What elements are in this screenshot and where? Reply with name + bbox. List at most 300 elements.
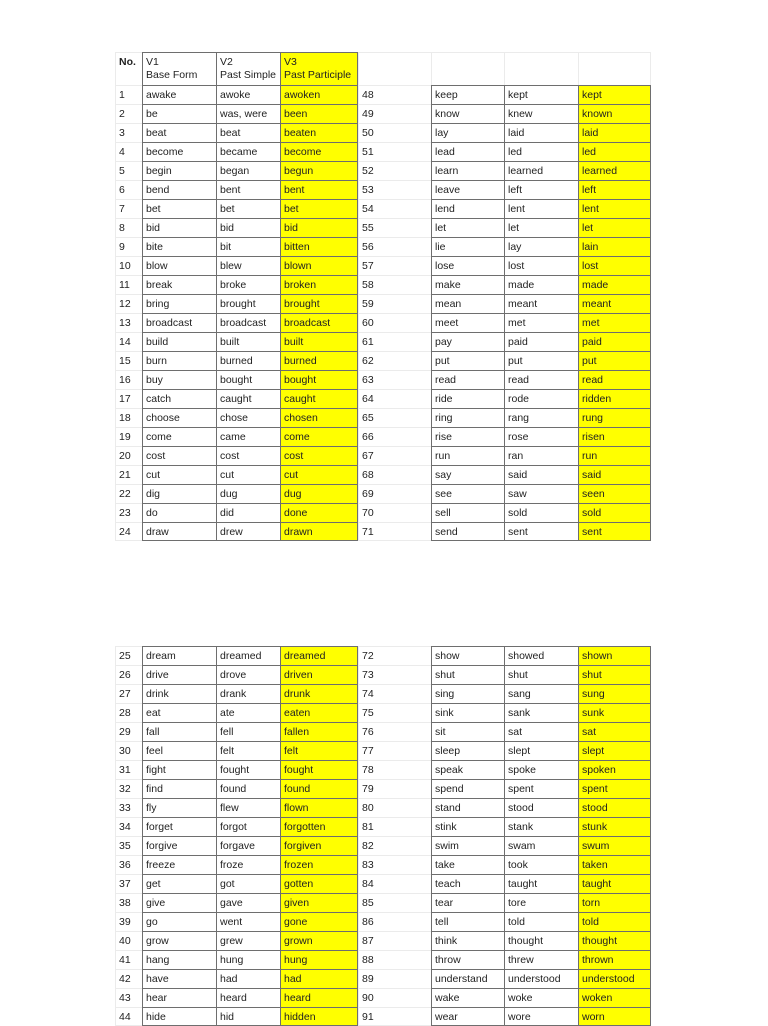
base-form-cell: know (431, 104, 504, 123)
table-row (115, 703, 651, 722)
base-form-cell: awake (142, 85, 216, 104)
row-number-cell: 42 (115, 969, 142, 988)
row-number-cell: 27 (115, 684, 142, 703)
row-number-cell: 67 (358, 446, 431, 465)
past-simple-cell: stank (504, 817, 578, 836)
table-row (115, 313, 651, 332)
past-simple-cell: tore (504, 893, 578, 912)
row-number-cell: 55 (358, 218, 431, 237)
past-participle-cell: kept (578, 85, 651, 104)
base-form-cell: have (142, 969, 216, 988)
past-participle-cell: caught (280, 389, 358, 408)
row-number-cell: 29 (115, 722, 142, 741)
row-number-cell: 60 (358, 313, 431, 332)
base-form-cell: find (142, 779, 216, 798)
table-row (115, 218, 651, 237)
past-participle-cell: eaten (280, 703, 358, 722)
past-participle-cell: woken (578, 988, 651, 1007)
row-number-cell: 72 (358, 646, 431, 665)
past-simple-cell: was, were (216, 104, 280, 123)
base-form-cell: ring (431, 408, 504, 427)
past-participle-cell: spent (578, 779, 651, 798)
header-blank (504, 52, 578, 85)
base-form-cell: forget (142, 817, 216, 836)
row-number-cell: 33 (115, 798, 142, 817)
base-form-cell: become (142, 142, 216, 161)
table-row (115, 294, 651, 313)
row-number-cell: 53 (358, 180, 431, 199)
row-number-cell: 91 (358, 1007, 431, 1026)
past-participle-cell: broadcast (280, 313, 358, 332)
past-participle-cell: made (578, 275, 651, 294)
past-simple-cell: woke (504, 988, 578, 1007)
row-number-cell: 41 (115, 950, 142, 969)
base-form-cell: cut (142, 465, 216, 484)
row-number-cell: 50 (358, 123, 431, 142)
table-row (115, 275, 651, 294)
base-form-cell: show (431, 646, 504, 665)
base-form-cell: put (431, 351, 504, 370)
past-simple-cell: gave (216, 893, 280, 912)
table-row (115, 741, 651, 760)
row-number-cell: 78 (358, 760, 431, 779)
past-participle-cell: fought (280, 760, 358, 779)
row-number-cell: 68 (358, 465, 431, 484)
base-form-cell: meet (431, 313, 504, 332)
row-number-cell: 59 (358, 294, 431, 313)
table-row (115, 855, 651, 874)
past-simple-cell: forgot (216, 817, 280, 836)
past-simple-cell: rang (504, 408, 578, 427)
row-number-cell: 90 (358, 988, 431, 1007)
base-form-cell: throw (431, 950, 504, 969)
base-form-cell: hide (142, 1007, 216, 1026)
row-number-cell: 4 (115, 142, 142, 161)
base-form-cell: make (431, 275, 504, 294)
table-row (115, 180, 651, 199)
row-number-cell: 25 (115, 646, 142, 665)
past-simple-cell: kept (504, 85, 578, 104)
row-number-cell: 85 (358, 893, 431, 912)
past-participle-cell: risen (578, 427, 651, 446)
table-row (115, 484, 651, 503)
past-simple-cell: froze (216, 855, 280, 874)
past-simple-cell: shut (504, 665, 578, 684)
table-row (115, 427, 651, 446)
past-participle-cell: put (578, 351, 651, 370)
base-form-cell: draw (142, 522, 216, 541)
row-number-cell: 7 (115, 199, 142, 218)
table-row (115, 817, 651, 836)
table-row (115, 503, 651, 522)
row-number-cell: 35 (115, 836, 142, 855)
past-simple-cell: cut (216, 465, 280, 484)
row-number-cell: 16 (115, 370, 142, 389)
row-number-cell: 1 (115, 85, 142, 104)
header-blank (578, 52, 651, 85)
past-simple-cell: caught (216, 389, 280, 408)
base-form-cell: build (142, 332, 216, 351)
row-number-cell: 12 (115, 294, 142, 313)
base-form-cell: read (431, 370, 504, 389)
base-form-cell: let (431, 218, 504, 237)
past-simple-cell: said (504, 465, 578, 484)
past-simple-cell: knew (504, 104, 578, 123)
past-simple-cell: flew (216, 798, 280, 817)
past-simple-cell: bit (216, 237, 280, 256)
row-number-cell: 31 (115, 760, 142, 779)
past-simple-cell: forgave (216, 836, 280, 855)
base-form-cell: go (142, 912, 216, 931)
past-participle-cell: paid (578, 332, 651, 351)
base-form-cell: drive (142, 665, 216, 684)
past-simple-cell: rose (504, 427, 578, 446)
past-participle-cell: bet (280, 199, 358, 218)
past-participle-cell: taught (578, 874, 651, 893)
base-form-cell: shut (431, 665, 504, 684)
past-participle-cell: gotten (280, 874, 358, 893)
base-form-cell: eat (142, 703, 216, 722)
base-form-cell: swim (431, 836, 504, 855)
past-participle-cell: shut (578, 665, 651, 684)
row-number-cell: 81 (358, 817, 431, 836)
base-form-cell: dream (142, 646, 216, 665)
table-row (115, 237, 651, 256)
row-number-cell: 32 (115, 779, 142, 798)
past-simple-cell: understood (504, 969, 578, 988)
past-simple-cell: rode (504, 389, 578, 408)
past-simple-cell: brought (216, 294, 280, 313)
base-form-cell: come (142, 427, 216, 446)
row-number-cell: 24 (115, 522, 142, 541)
past-simple-cell: made (504, 275, 578, 294)
row-number-cell: 5 (115, 161, 142, 180)
past-participle-cell: chosen (280, 408, 358, 427)
base-form-cell: cost (142, 446, 216, 465)
row-number-cell: 6 (115, 180, 142, 199)
row-number-cell: 65 (358, 408, 431, 427)
row-number-cell: 83 (358, 855, 431, 874)
table-row (115, 1007, 651, 1026)
past-simple-cell: taught (504, 874, 578, 893)
past-participle-cell: let (578, 218, 651, 237)
base-form-cell: fly (142, 798, 216, 817)
past-participle-cell: slept (578, 741, 651, 760)
past-participle-cell: ridden (578, 389, 651, 408)
past-participle-cell: come (280, 427, 358, 446)
row-number-cell: 82 (358, 836, 431, 855)
row-number-cell: 15 (115, 351, 142, 370)
past-participle-cell: spoken (578, 760, 651, 779)
past-participle-cell: meant (578, 294, 651, 313)
past-participle-cell: frozen (280, 855, 358, 874)
base-form-cell: lend (431, 199, 504, 218)
row-number-cell: 54 (358, 199, 431, 218)
row-number-cell: 30 (115, 741, 142, 760)
past-simple-cell: found (216, 779, 280, 798)
header-base-form: V1 Base Form (142, 52, 216, 85)
row-number-cell: 51 (358, 142, 431, 161)
row-number-cell: 43 (115, 988, 142, 1007)
past-simple-cell: swam (504, 836, 578, 855)
base-form-cell: grow (142, 931, 216, 950)
base-form-cell: stand (431, 798, 504, 817)
past-participle-cell: cost (280, 446, 358, 465)
row-number-cell: 64 (358, 389, 431, 408)
table-row (115, 332, 651, 351)
base-form-cell: say (431, 465, 504, 484)
row-number-cell: 20 (115, 446, 142, 465)
table-row (115, 722, 651, 741)
base-form-cell: broadcast (142, 313, 216, 332)
past-participle-cell: drawn (280, 522, 358, 541)
past-simple-cell: lost (504, 256, 578, 275)
past-participle-cell: given (280, 893, 358, 912)
past-participle-cell: run (578, 446, 651, 465)
table-row (115, 665, 651, 684)
past-simple-cell: read (504, 370, 578, 389)
past-simple-cell: broadcast (216, 313, 280, 332)
past-simple-cell: chose (216, 408, 280, 427)
past-participle-cell: lost (578, 256, 651, 275)
table-row (115, 522, 651, 541)
past-participle-cell: understood (578, 969, 651, 988)
past-simple-cell: slept (504, 741, 578, 760)
row-number-cell: 86 (358, 912, 431, 931)
past-participle-cell: seen (578, 484, 651, 503)
base-form-cell: freeze (142, 855, 216, 874)
base-form-cell: see (431, 484, 504, 503)
past-participle-cell: said (578, 465, 651, 484)
table-row (115, 760, 651, 779)
header-past-participle: V3 Past Participle (280, 52, 358, 85)
row-number-cell: 87 (358, 931, 431, 950)
past-participle-cell: led (578, 142, 651, 161)
row-number-cell: 17 (115, 389, 142, 408)
past-participle-cell: found (280, 779, 358, 798)
past-simple-cell: spoke (504, 760, 578, 779)
past-simple-cell: sat (504, 722, 578, 741)
row-number-cell: 34 (115, 817, 142, 836)
base-form-cell: tell (431, 912, 504, 931)
past-participle-cell: had (280, 969, 358, 988)
base-form-cell: bite (142, 237, 216, 256)
base-form-cell: teach (431, 874, 504, 893)
past-simple-cell: sold (504, 503, 578, 522)
past-simple-cell: built (216, 332, 280, 351)
base-form-cell: sell (431, 503, 504, 522)
base-form-cell: run (431, 446, 504, 465)
row-number-cell: 63 (358, 370, 431, 389)
past-simple-cell: put (504, 351, 578, 370)
past-participle-cell: left (578, 180, 651, 199)
past-simple-cell: lay (504, 237, 578, 256)
past-simple-cell: bet (216, 199, 280, 218)
past-participle-cell: swum (578, 836, 651, 855)
table-row (115, 931, 651, 950)
base-form-cell: stink (431, 817, 504, 836)
base-form-cell: begin (142, 161, 216, 180)
base-form-cell: think (431, 931, 504, 950)
past-participle-cell: met (578, 313, 651, 332)
past-simple-cell: bent (216, 180, 280, 199)
past-simple-cell: spent (504, 779, 578, 798)
row-number-cell: 36 (115, 855, 142, 874)
base-form-cell: learn (431, 161, 504, 180)
past-participle-cell: thought (578, 931, 651, 950)
base-form-cell: choose (142, 408, 216, 427)
past-simple-cell: got (216, 874, 280, 893)
past-simple-cell: awoke (216, 85, 280, 104)
past-simple-cell: blew (216, 256, 280, 275)
verb-table-1 (115, 52, 651, 541)
past-simple-cell: sank (504, 703, 578, 722)
base-form-cell: ride (431, 389, 504, 408)
row-number-cell: 2 (115, 104, 142, 123)
base-form-cell: bid (142, 218, 216, 237)
row-number-cell: 22 (115, 484, 142, 503)
row-number-cell: 11 (115, 275, 142, 294)
table-row (115, 988, 651, 1007)
past-participle-cell: built (280, 332, 358, 351)
row-number-cell: 28 (115, 703, 142, 722)
table-row (115, 950, 651, 969)
table-row (115, 969, 651, 988)
base-form-cell: catch (142, 389, 216, 408)
base-form-cell: break (142, 275, 216, 294)
past-simple-cell: wore (504, 1007, 578, 1026)
past-simple-cell: hung (216, 950, 280, 969)
past-participle-cell: stood (578, 798, 651, 817)
past-participle-cell: become (280, 142, 358, 161)
base-form-cell: bring (142, 294, 216, 313)
base-form-cell: sink (431, 703, 504, 722)
base-form-cell: sit (431, 722, 504, 741)
row-number-cell: 88 (358, 950, 431, 969)
past-participle-cell: sold (578, 503, 651, 522)
row-number-cell: 84 (358, 874, 431, 893)
row-number-cell: 37 (115, 874, 142, 893)
row-number-cell: 38 (115, 893, 142, 912)
base-form-cell: leave (431, 180, 504, 199)
base-form-cell: hang (142, 950, 216, 969)
past-participle-cell: thrown (578, 950, 651, 969)
past-simple-cell: bid (216, 218, 280, 237)
past-simple-cell: grew (216, 931, 280, 950)
past-participle-cell: drunk (280, 684, 358, 703)
table-row (115, 874, 651, 893)
row-number-cell: 61 (358, 332, 431, 351)
past-simple-cell: sang (504, 684, 578, 703)
header-blank (358, 52, 431, 85)
past-participle-cell: felt (280, 741, 358, 760)
table-row (115, 798, 651, 817)
past-participle-cell: dreamed (280, 646, 358, 665)
row-number-cell: 23 (115, 503, 142, 522)
row-number-cell: 39 (115, 912, 142, 931)
past-simple-cell: stood (504, 798, 578, 817)
past-participle-cell: bent (280, 180, 358, 199)
base-form-cell: sleep (431, 741, 504, 760)
past-simple-cell: took (504, 855, 578, 874)
row-number-cell: 74 (358, 684, 431, 703)
base-form-cell: lie (431, 237, 504, 256)
past-participle-cell: driven (280, 665, 358, 684)
past-participle-cell: hidden (280, 1007, 358, 1026)
past-simple-cell: let (504, 218, 578, 237)
past-simple-cell: ate (216, 703, 280, 722)
base-form-cell: keep (431, 85, 504, 104)
row-number-cell: 73 (358, 665, 431, 684)
base-form-cell: lose (431, 256, 504, 275)
past-participle-cell: cut (280, 465, 358, 484)
base-form-cell: lead (431, 142, 504, 161)
table-row (115, 161, 651, 180)
base-form-cell: feel (142, 741, 216, 760)
row-number-cell: 18 (115, 408, 142, 427)
base-form-cell: understand (431, 969, 504, 988)
base-form-cell: send (431, 522, 504, 541)
table-row (115, 893, 651, 912)
table-row (115, 836, 651, 855)
base-form-cell: bend (142, 180, 216, 199)
past-participle-cell: forgiven (280, 836, 358, 855)
row-number-cell: 40 (115, 931, 142, 950)
row-number-cell: 76 (358, 722, 431, 741)
row-number-cell: 57 (358, 256, 431, 275)
past-simple-cell: became (216, 142, 280, 161)
table-row (115, 912, 651, 931)
header-past-simple: V2 Past Simple (216, 52, 280, 85)
past-simple-cell: sent (504, 522, 578, 541)
row-number-cell: 56 (358, 237, 431, 256)
past-simple-cell: ran (504, 446, 578, 465)
table-row (115, 779, 651, 798)
base-form-cell: wear (431, 1007, 504, 1026)
base-form-cell: mean (431, 294, 504, 313)
row-number-cell: 89 (358, 969, 431, 988)
past-participle-cell: fallen (280, 722, 358, 741)
table-row (115, 85, 651, 104)
past-participle-cell: sat (578, 722, 651, 741)
past-simple-cell: showed (504, 646, 578, 665)
row-number-cell: 79 (358, 779, 431, 798)
past-simple-cell: learned (504, 161, 578, 180)
table-row (115, 408, 651, 427)
past-simple-cell: led (504, 142, 578, 161)
past-simple-cell: lent (504, 199, 578, 218)
past-simple-cell: burned (216, 351, 280, 370)
base-form-cell: spend (431, 779, 504, 798)
row-number-cell: 52 (358, 161, 431, 180)
past-participle-cell: brought (280, 294, 358, 313)
past-simple-cell: told (504, 912, 578, 931)
past-participle-cell: learned (578, 161, 651, 180)
past-simple-cell: drove (216, 665, 280, 684)
row-number-cell: 66 (358, 427, 431, 446)
past-participle-cell: dug (280, 484, 358, 503)
row-number-cell: 21 (115, 465, 142, 484)
past-simple-cell: drew (216, 522, 280, 541)
past-simple-cell: fought (216, 760, 280, 779)
past-participle-cell: stunk (578, 817, 651, 836)
table-row (115, 351, 651, 370)
past-participle-cell: gone (280, 912, 358, 931)
base-form-cell: do (142, 503, 216, 522)
past-simple-cell: began (216, 161, 280, 180)
past-participle-cell: grown (280, 931, 358, 950)
past-participle-cell: bid (280, 218, 358, 237)
